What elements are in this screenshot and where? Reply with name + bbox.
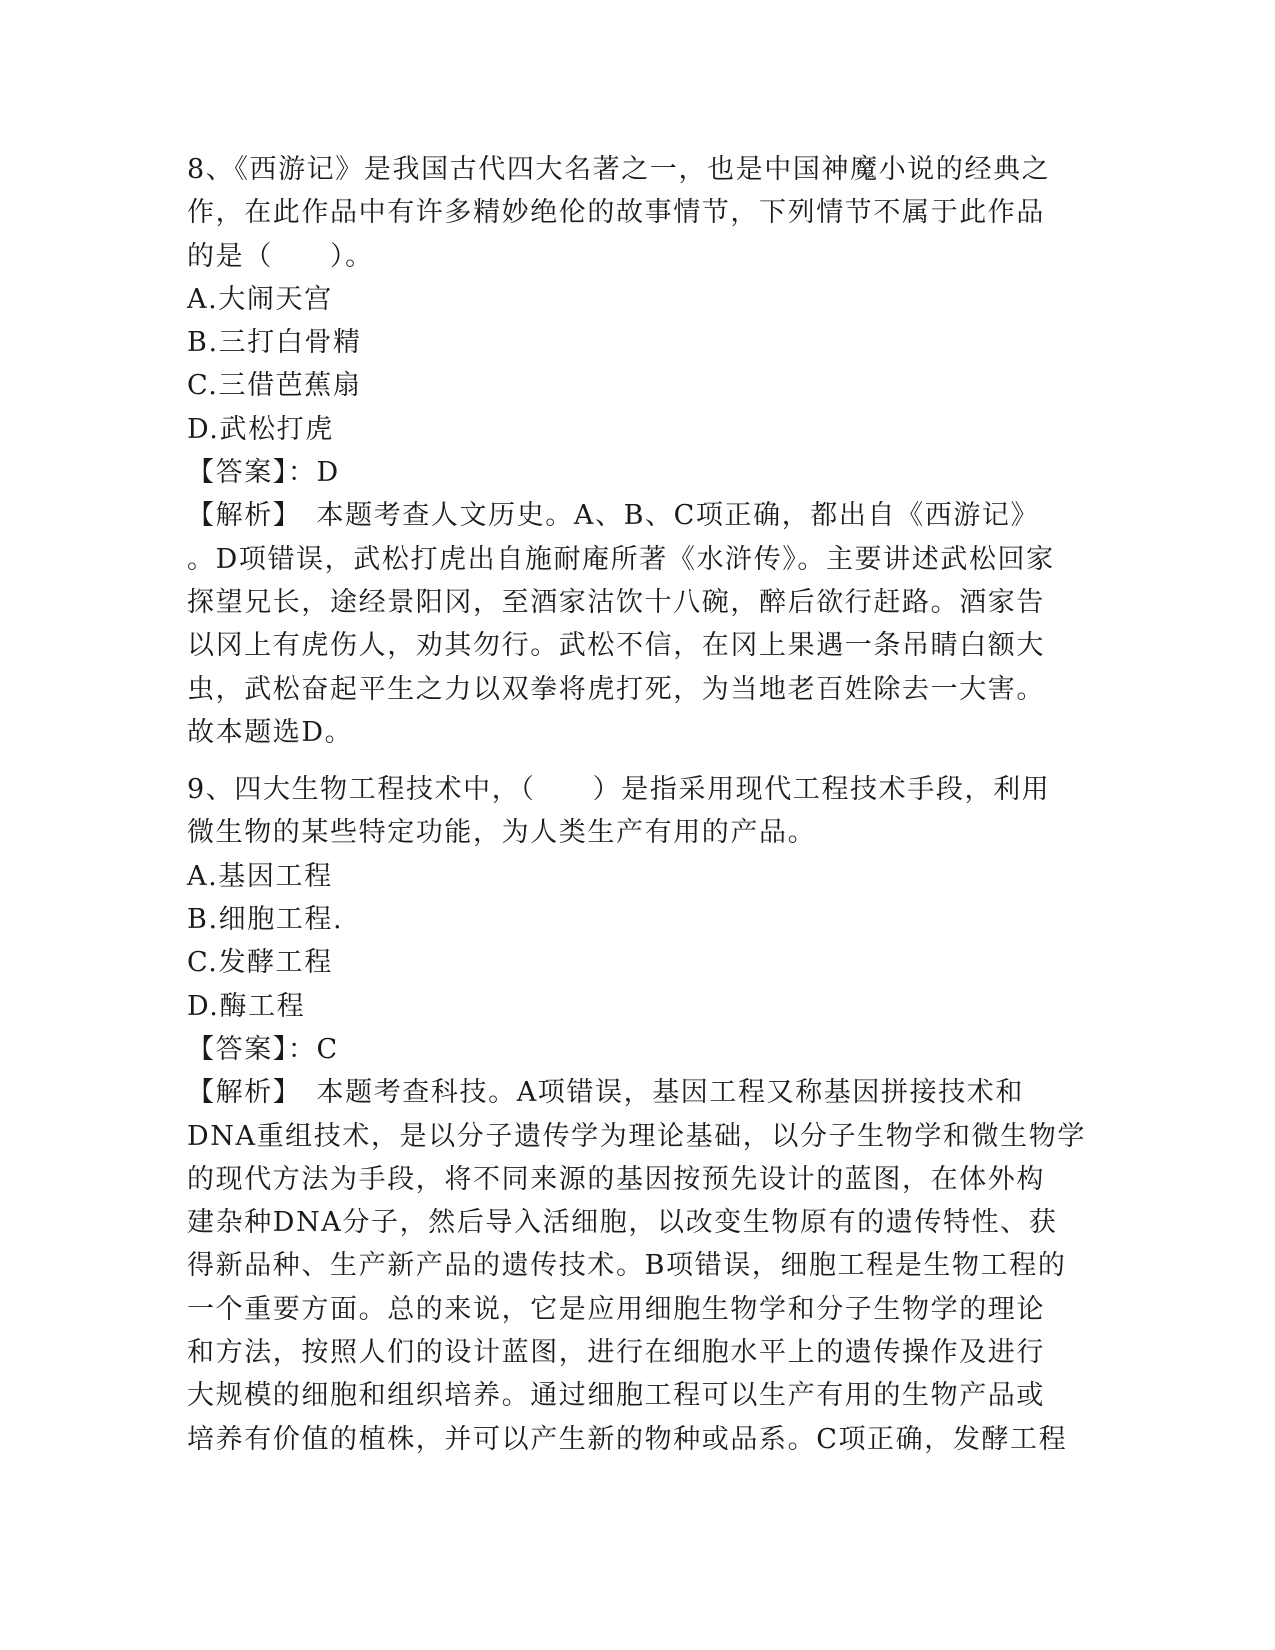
question-stem-line: 微生物的某些特定功能，为人类生产有用的产品。 <box>187 817 817 849</box>
question-stem-line: 9、四大生物工程技术中，（ ）是指采用现代工程技术手段，利用 <box>187 774 1051 806</box>
analysis-line: 得新品种、生产新产品的遗传技术。B项错误，细胞工程是生物工程的 <box>187 1250 1067 1282</box>
question-8 <box>187 148 1087 754</box>
analysis-line: 探望兄长，途经景阳冈，至酒家沽饮十八碗，醉后欲行赶路。酒家告 <box>187 586 1045 618</box>
analysis-line: 建杂种DNA分子，然后导入活细胞，以改变生物原有的遗传特性、获 <box>187 1207 1058 1239</box>
document-page <box>187 148 1087 1461</box>
analysis-line: 虫，武松奋起平生之力以双拳将虎打死，为当地老百姓除去一大害。 <box>187 673 1045 705</box>
option-a: A.大闹天宫 <box>187 283 333 315</box>
analysis-line: 培养有价值的植株，并可以产生新的物种或品系。C项正确，发酵工程 <box>187 1423 1068 1455</box>
analysis-line: 。D项错误，武松打虎出自施耐庵所著《水浒传》。主要讲述武松回家 <box>187 543 1055 575</box>
option-c: C.三借芭蕉扇 <box>187 370 362 402</box>
analysis-line: 以冈上有虎伤人，劝其勿行。武松不信，在冈上果遇一条吊睛白额大 <box>187 630 1045 662</box>
analysis-line: 和方法，按照人们的设计蓝图，进行在细胞水平上的遗传操作及进行 <box>187 1337 1045 1369</box>
option-b: B.细胞工程. <box>187 904 344 936</box>
option-d: D.武松打虎 <box>187 413 334 445</box>
analysis-line: 的现代方法为手段，将不同来源的基因按预先设计的蓝图，在体外构 <box>187 1163 1045 1195</box>
option-a: A.基因工程 <box>187 860 333 892</box>
analysis-line: 【解析】 本题考查人文历史。A、B、C项正确，都出自《西游记》 <box>187 500 1040 532</box>
question-stem-line: 作，在此作品中有许多精妙绝伦的故事情节，下列情节不属于此作品 <box>187 197 1045 229</box>
analysis-line: 【解析】 本题考查科技。A项错误，基因工程又称基因拼接技术和 <box>187 1077 1024 1109</box>
analysis-line: DNA重组技术，是以分子遗传学为理论基础，以分子生物学和微生物学 <box>187 1120 1086 1152</box>
analysis-line: 故本题选D。 <box>187 716 354 748</box>
question-stem-line: 8、《西游记》是我国古代四大名著之一，也是中国神魔小说的经典之 <box>187 154 1051 185</box>
answer-line: 【答案】：D <box>187 457 340 489</box>
option-b: B.三打白骨精 <box>187 327 362 359</box>
analysis-line: 一个重要方面。总的来说，它是应用细胞生物学和分子生物学的理论 <box>187 1293 1045 1325</box>
question-9 <box>187 768 1087 1461</box>
option-c: C.发酵工程 <box>187 947 333 979</box>
answer-line: 【答案】：C <box>187 1033 339 1065</box>
question-stem-line: 的是（ ）。 <box>187 240 374 272</box>
question-divider-space <box>187 754 1087 768</box>
option-d: D.酶工程 <box>187 990 306 1022</box>
analysis-line: 大规模的细胞和组织培养。通过细胞工程可以生产有用的生物产品或 <box>187 1380 1045 1412</box>
